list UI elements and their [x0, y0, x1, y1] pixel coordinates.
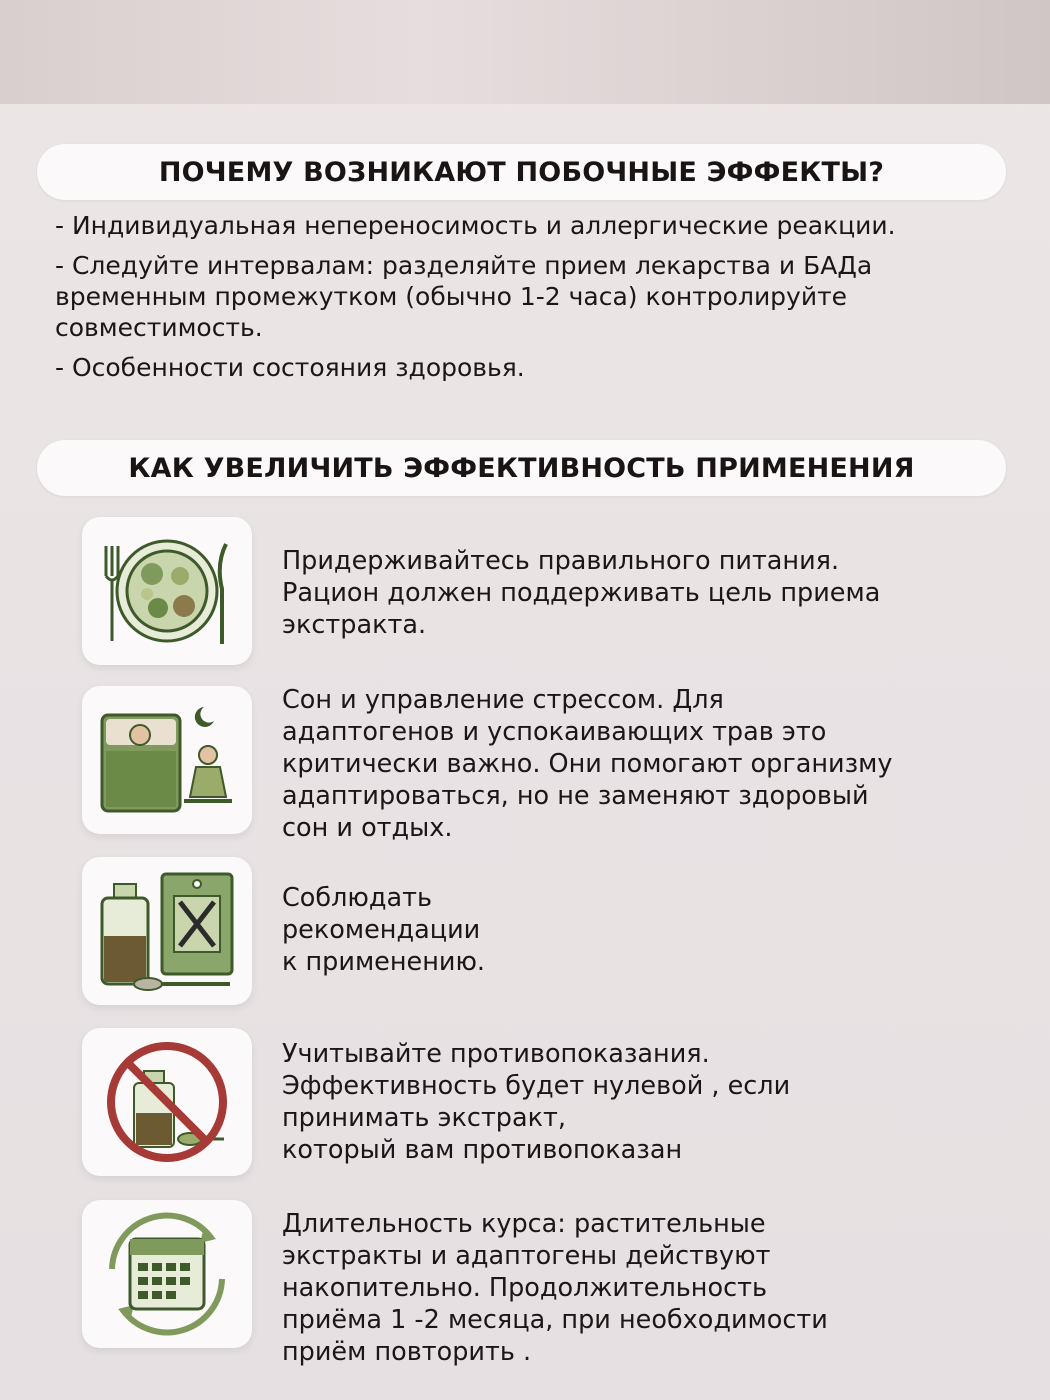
section-header-side-effects	[37, 144, 1006, 200]
icon-card	[82, 1200, 252, 1348]
calendar-cycle-icon	[92, 1209, 242, 1339]
list-item: - Индивидуальная непереносимость и аллергические реакции.	[55, 211, 896, 240]
section-header-effectiveness	[37, 440, 1006, 496]
list-item: - Следуйте интервалам: разделяйте прием лекарства и БАДа временным промежутком (обычно 1-2 часа) контролируйте совместимость.	[55, 251, 873, 342]
tip-recommendations	[0, 857, 1050, 1007]
section-title: ПОЧЕМУ ВОЗНИКАЮТ ПОБОЧНЫЕ ЭФФЕКТЫ?	[158, 156, 885, 188]
bottle-sachet-spoon-icon	[92, 866, 242, 996]
icon-card	[82, 857, 252, 1005]
prohibited-bottle-icon	[92, 1037, 242, 1167]
sleep-meditation-icon	[92, 695, 242, 825]
tip-text: Длительность курса: растительные экстракты и адаптогены действуют накопительно. Продолжительность приёма 1 -2 месяца, при необходимости приём повторить .	[282, 1209, 828, 1367]
tip-text: Сон и управление стрессом. Для адаптогенов и успокаивающих трав это критически важно. Они помогают организму адаптироваться, но не заменяют здоровый сон и отдых.	[282, 685, 893, 843]
list-item: - Особенности состояния здоровья.	[55, 353, 525, 382]
tip-text: Учитывайте противопоказания. Эффективность будет нулевой , если принимать экстракт, который вам противопоказан	[282, 1039, 791, 1165]
icon-card	[82, 1028, 252, 1176]
tip-contraindications	[0, 1028, 1050, 1178]
top-decor-band	[0, 0, 1050, 104]
icon-card	[82, 517, 252, 665]
icon-card	[82, 686, 252, 834]
section-title: КАК УВЕЛИЧИТЬ ЭФФЕКТИВНОСТЬ ПРИМЕНЕНИЯ	[128, 452, 915, 484]
tip-course-duration	[0, 1200, 1050, 1367]
tip-nutrition	[0, 517, 1050, 667]
plate-cutlery-icon	[92, 526, 242, 656]
tip-text: Соблюдать рекомендации к применению.	[282, 883, 486, 977]
tip-sleep-stress	[0, 685, 1050, 843]
side-effects-list	[55, 210, 1015, 392]
tip-text: Придерживайтесь правильного питания. Рацион должен поддерживать цель приема экстракта.	[282, 546, 881, 640]
